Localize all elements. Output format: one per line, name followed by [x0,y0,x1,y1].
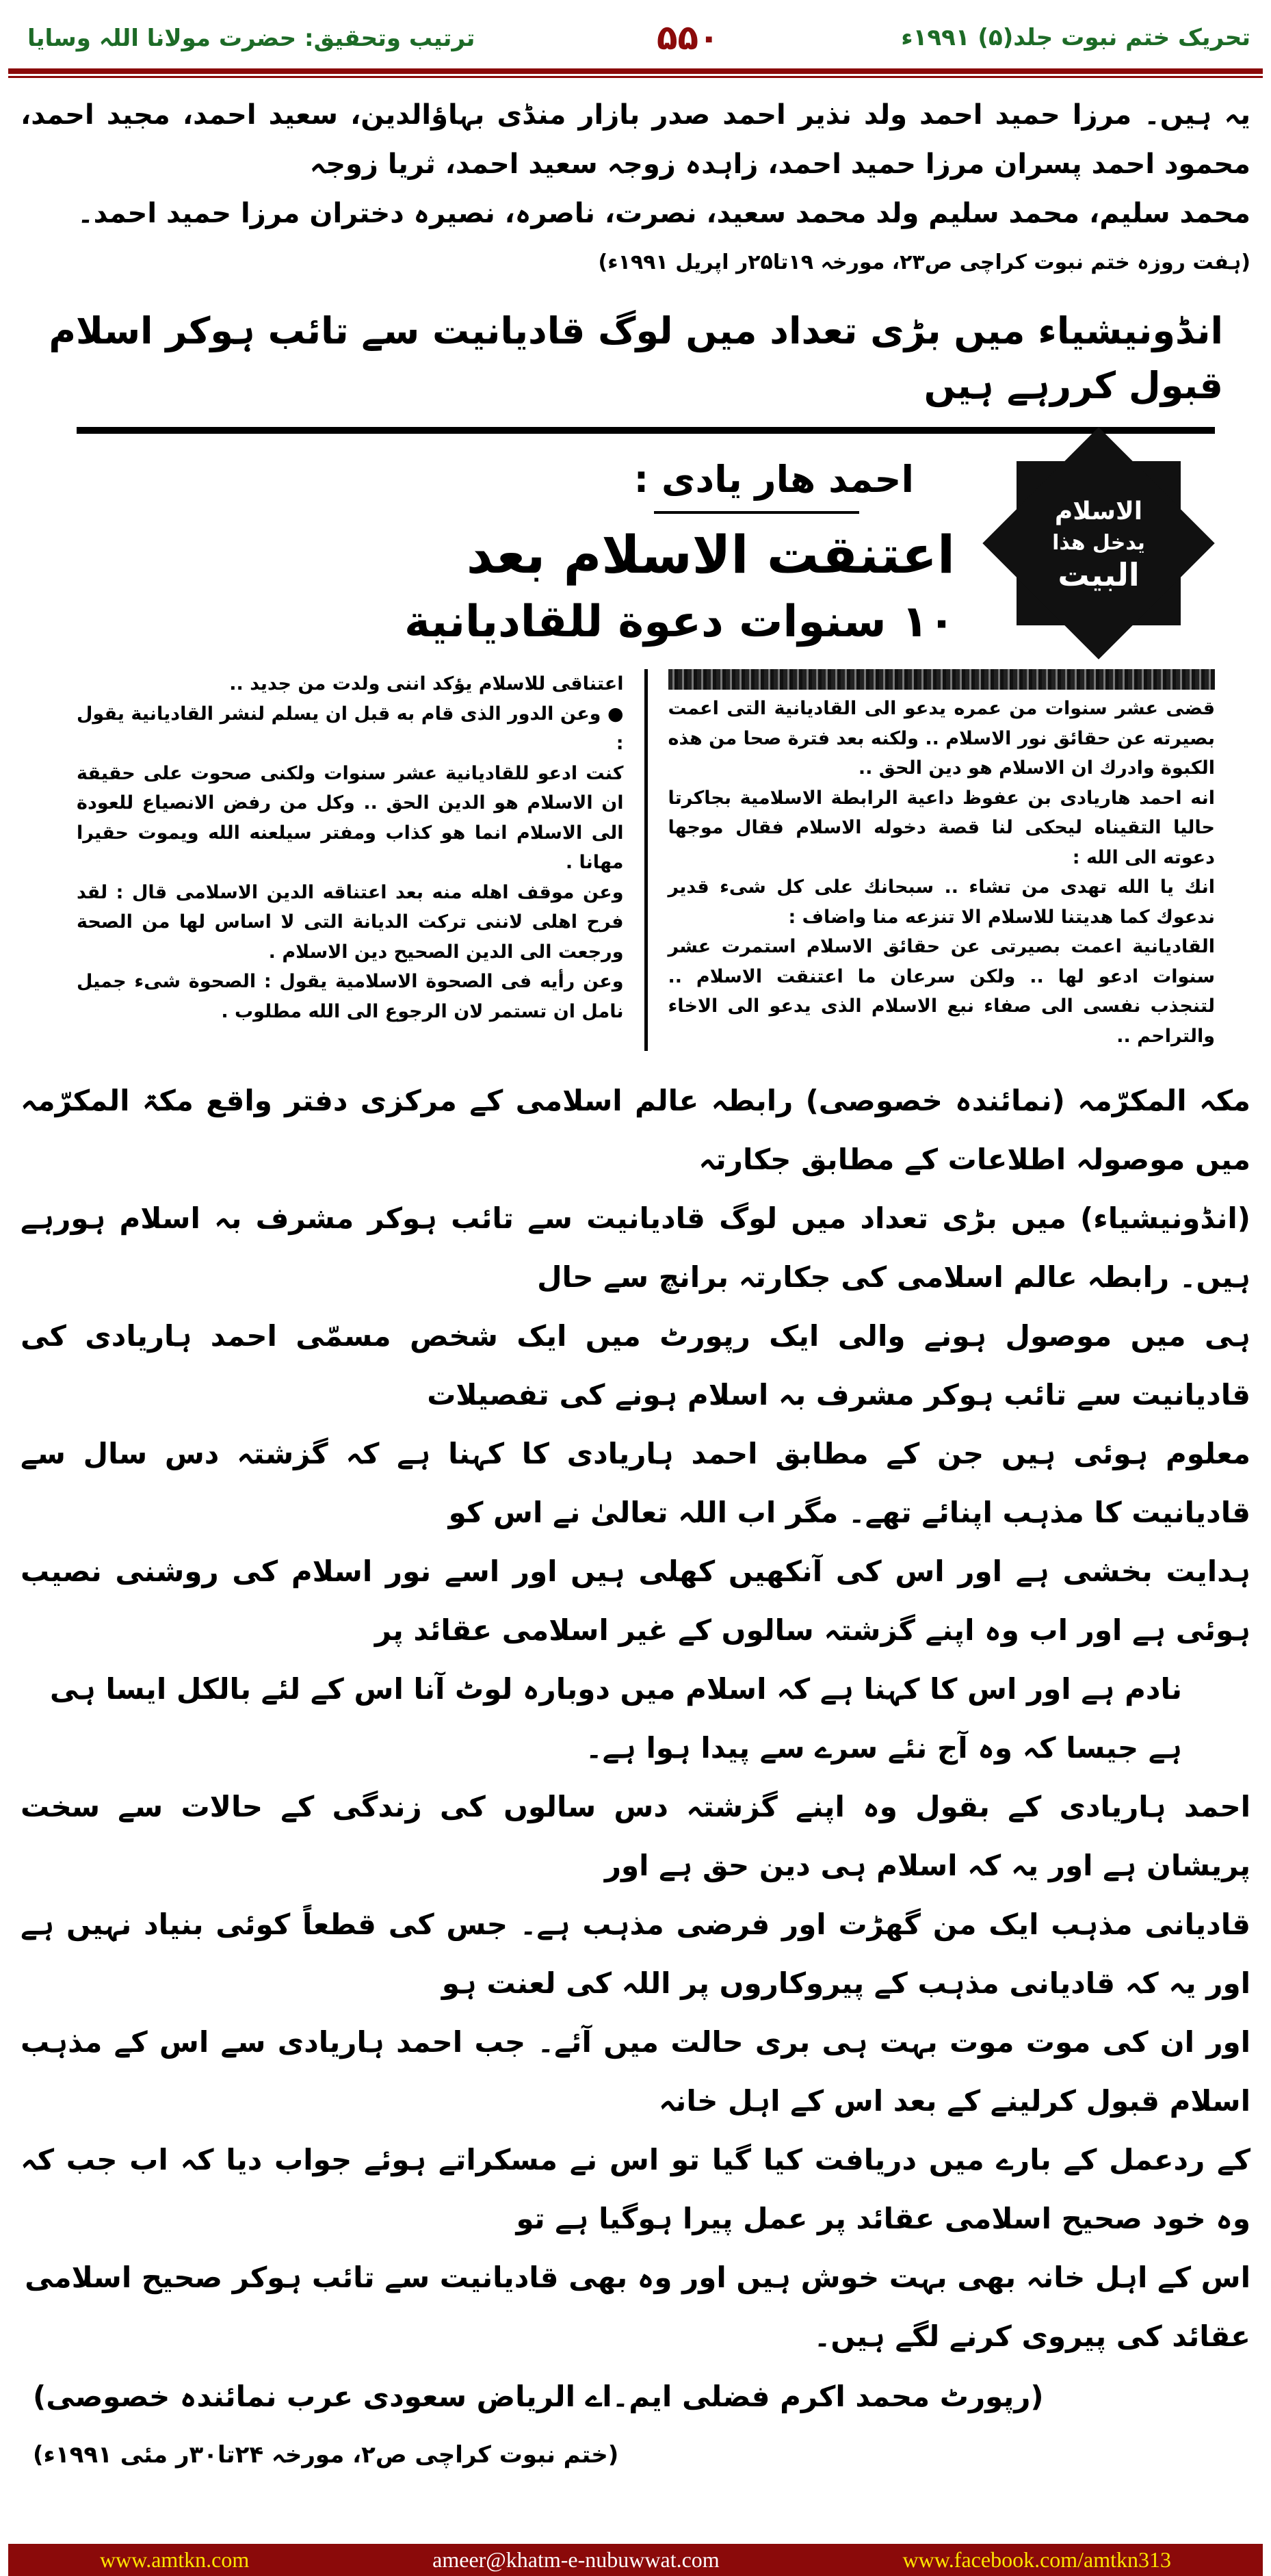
body-line: احمد ہاریادی کے بقول وہ اپنے گزشتہ دس سالوں کی زندگی کے حالات سے سخت پریشان ہے اور یہ کہ اسلام ہی دین حق ہے اور [21,1790,1250,1882]
column-paragraph: وعن رأیه فی الصحوة الاسلامیة یقول : الصحوة شیء جمیل نامل ان تستمر لان الرجوع الی الله مطلوب . [77,971,624,1022]
body-line: مکہ المکرّمہ (نمائندہ خصوصی) رابطہ عالم اسلامی کے مرکزی دفتر واقع مکۃ المکرّمہ میں موصولہ اطلاعات کے مطابق جکارتہ [21,1084,1250,1176]
column-paragraph: ● وعن الدور الذی قام به قبل ان یسلم لنشر القادیانیة یقول : [77,703,624,754]
column-paragraph: وعن موقف اهله منه بعد اعتناقه الدین الاسلامی قال : لقد فرح اهلی لاننی ترکت الدیانة التی لا اساس لها من الصحة ورجعت الی الدین الصحیح دین الاسلام . [77,881,624,963]
intro-row-2 [21,189,1250,287]
body-line: اس کے اہل خانہ بھی بہت خوش ہیں اور وہ بھی قادیانیت سے تائب ہوکر صحیح اسلامی عقائد کی پیروی کرنے لگے ہیں۔ [25,2261,1250,2353]
page-number: ۵۵۰ [657,18,720,57]
star-emblem [982,427,1215,660]
column-paragraph: انك یا الله تهدی من تشاء .. سبحانك علی کل شیء قدیر ندعوك کما هدیتنا للاسلام الا تنزعه منا واضاف : [668,876,1215,928]
page-header [8,0,1263,64]
body-line: اور ان کی موت موت بہت ہی بری حالت میں آئے۔ جب احمد ہاریادی سے اس کے مذہب اسلام قبول کرلینے کے بعد اس کے اہل خانہ [21,2025,1250,2118]
body-line: (انڈونیشیاء) میں بڑی تعداد میں لوگ قادیانیت سے تائب ہوکر مشرف بہ اسلام ہورہے ہیں۔ رابطہ عالم اسلامی کی جکارتہ برانچ سے حال [21,1201,1250,1294]
clipping-titles [77,439,955,655]
body-line: ہی میں موصول ہونے والی ایک رپورٹ میں ایک شخص مسمّی احمد ہاریادی کی قادیانیت سے تائب ہوکر مشرف بہ اسلام ہونے کی تفصیلات [21,1319,1250,1411]
newspaper-clipping [77,427,1215,1051]
star-text-line: الاسلام [1054,497,1143,525]
report-signature: (رپورٹ محمد اکرم فضلی ایم۔اے الریاض سعودی عرب نمائندہ خصوصی) [33,2380,1044,2413]
subtitle-underline [654,511,859,514]
column-paragraph: القادیانیة اعمت بصیرتی عن حقائق الاسلام استمرت عشر سنوات ادعو لها .. ولکن سرعان ما اعتنقت الاسلام .. لتنجذب نفسی الی صفاء نبع الاسلام الذی یدعو الی الاخاء والتراحم .. [668,936,1215,1047]
clipping-subtitle: احمد هار یادی : [633,458,914,501]
compiler-credit: ترتیب وتحقیق: حضرت مولانا اللہ وسایا [27,24,475,52]
body-line: ہدایت بخشی ہے اور اس کی آنکھیں کھلی ہیں اور اسے نور اسلام کی روشنی نصیب ہوئی ہے اور اب وہ اپنے گزشتہ سالوں کے غیر اسلامی عقائد پر [21,1554,1250,1647]
clipping-right-column [668,669,1216,1051]
column-banner [668,669,1216,690]
clipping-title-line-1: اعتنقت الاسلام بعد [466,524,955,585]
book-title: تحریک ختم نبوت جلد(۵) ۱۹۹۱ء [901,24,1250,51]
footer-bar [8,2544,1263,2576]
star-text-line: البیت [1058,556,1140,593]
header-rule-thick [8,68,1263,74]
website-link[interactable]: www.amtkn.com [99,2547,250,2572]
body-line: کے ردعمل کے بارے میں دریافت کیا گیا تو اس نے مسکراتے ہوئے جواب دیا کہ اب جب کہ وہ خود صحیح اسلامی عقائد پر عمل پیرا ہوگیا ہے تو [21,2143,1250,2235]
intro [8,78,1263,287]
intro-line-1: یہ ہیں۔ مرزا حمید احمد ولد نذیر احمد صدر بازار منڈی بہاؤالدین، سعید احمد، مجید احمد، محمود احمد پسران مرزا حمید احمد، زاہدہ زوجہ سعید احمد، ثریا زوجہ [21,99,1251,180]
column-paragraph: اعتناقی للاسلام یؤکد اننی ولدت من جدید .. [229,673,624,694]
source-reference: (ختم نبوت کراچی ص۲، مورخہ ۲۴تا۳۰ر مئی ۱۹۹۱ء) [33,2441,619,2469]
clipping-title-line-2: ۱۰ سنوات دعوة للقادیانیة [404,597,955,647]
email-link[interactable]: ameer@khatm-e-nubuwwat.com [432,2547,720,2572]
facebook-link[interactable]: www.facebook.com/amtkn313 [902,2547,1172,2572]
body-line: معلوم ہوئی ہیں جن کے مطابق احمد ہاریادی کا کہنا ہے کہ گزشتہ دس سال سے قادیانیت کا مذہب اپنائے تھے۔ مگر اب اللہ تعالیٰ نے اس کو [21,1437,1250,1529]
body-line: قادیانی مذہب ایک من گھڑت اور فرضی مذہب ہے۔ جس کی قطعاً کوئی بنیاد نہیں ہے اور یہ کہ قادیانی مذہب کے پیروکاروں پر اللہ کی لعنت ہو [21,1908,1250,2000]
article-body [8,1051,1263,2482]
column-paragraph: انه احمد هاریادی بن عفوظ داعیة الرابطة الاسلامیة بجاکرتا حالیا التقیناه لیحکی لنا قصة دخوله الاسلام فقال موجها دعوته الی الله : [668,787,1215,868]
clipping-top [77,434,1215,660]
column-paragraph: قضی عشر سنوات من عمره یدعو الی القادیانیة التی اعمت بصیرته عن حقائق نور الاسلام .. ولکنه بعد فترة صحا من هذه الکبوة وادرك ان الاسلام هو دین الحق .. [668,698,1215,779]
star-text-line: یدخل هذا [1052,531,1145,555]
clipping-left-column [77,669,624,1051]
column-paragraph: کنت ادعو للقادیانیة عشر سنوات ولکنی صحوت علی حقیقة ان الاسلام هو الدین الحق .. وکل من رفض الانصیاع للعودة الی الاسلام انما هو کذاب ومفتر سیلعنه الله ویموت حقیرا مهانا . [77,762,624,873]
column-divider [644,669,648,1051]
body-line: نادم ہے اور اس کا کہنا ہے کہ اسلام میں دوبارہ لوٹ آنا اس کے لئے بالکل ایسا ہی ہے جیسا کہ وہ آج نئے سرے سے پیدا ہوا ہے۔ [49,1672,1182,1765]
article-headline: انڈونیشیاء میں بڑی تعداد میں لوگ قادیانیت سے تائب ہوکر اسلام قبول کررہے ہیں [49,309,1223,407]
intro-line-2: محمد سلیم، محمد سلیم ولد محمد سعید، نصرت، ناصرہ، نصیرہ دختران مرزا حمید احمد۔ [77,198,1250,229]
intro-reference: (ہفت روزہ ختم نبوت کراچی ص۲۳، مورخہ ۱۹تا۲۵ر اپریل ۱۹۹۱ء) [598,250,1250,274]
clipping-columns [77,669,1215,1051]
